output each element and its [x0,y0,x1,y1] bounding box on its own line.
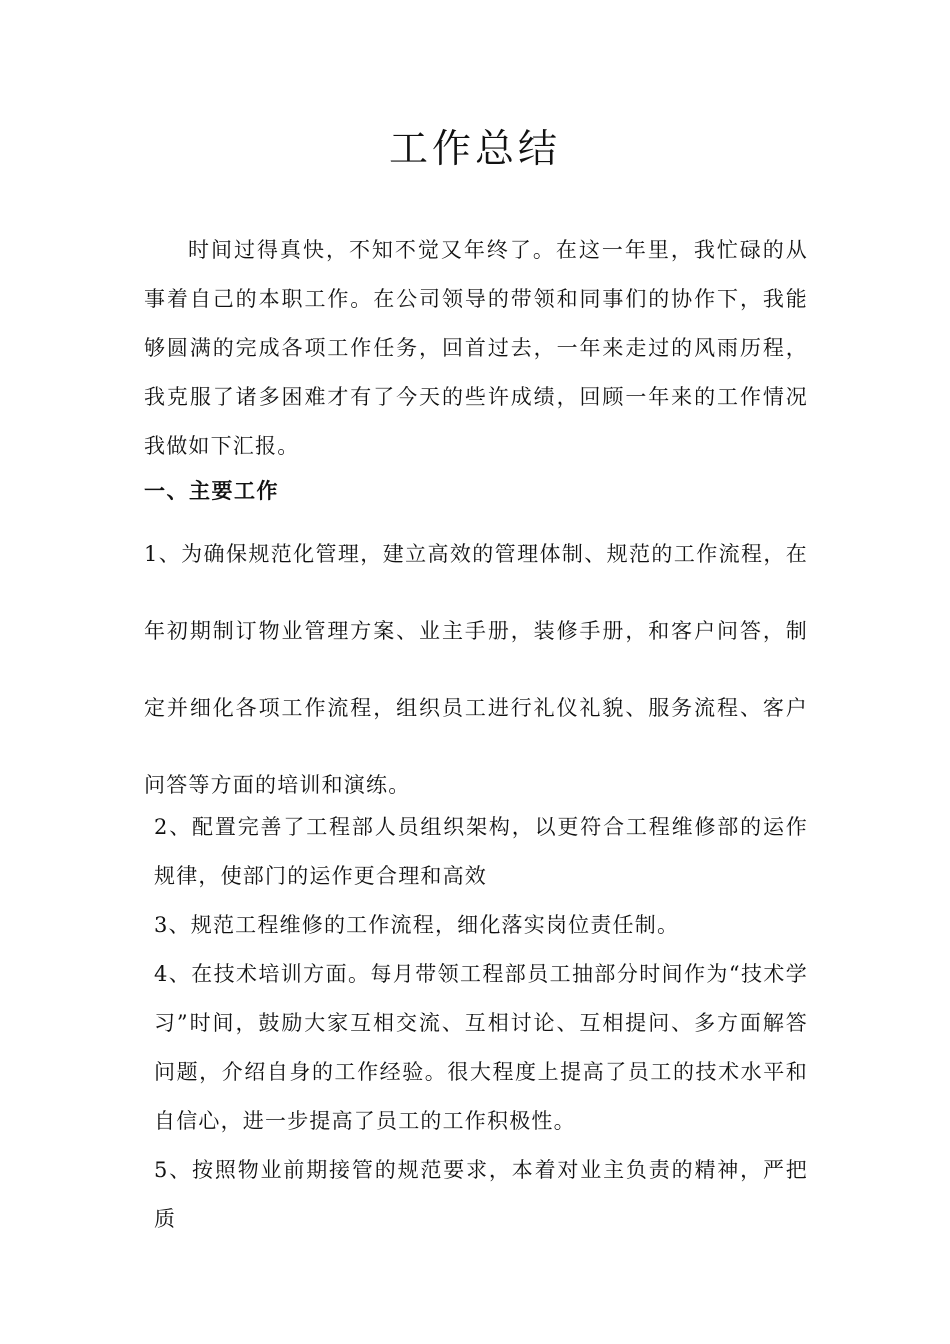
work-item-1: 1、为确保规范化管理，建立高效的管理体制、规范的工作流程，在年初期制订物业管理方案、业主手册，装修手册，和客户问答，制定并细化各项工作流程，组织员工进行礼仪礼貌、服务流程、客户问答等方面的培训和演练。 [144,542,808,797]
document-title: 工作总结 [388,127,561,172]
section-heading: 一、主要工作 [144,478,279,503]
work-item-4: 4、在技术培训方面。每月带领工程部员工抽部分时间作为“技术学习”时间，鼓励大家互相交流、互相讨论、互相提问、多方面解答问题，介绍自身的工作经验。很大程度上提高了员工的技术水平和自信心，进一步提高了员工的工作积极性。 [154,962,808,1133]
work-item-5: 5、按照物业前期接管的规范要求，本着对业主负责的精神，严把质 [154,1158,808,1231]
work-item-2: 2、配置完善了工程部人员组织架构，以更符合工程维修部的运作规律，使部门的运作更合理和高效 [154,815,808,888]
intro-paragraph: 时间过得真快，不知不觉又年终了。在这一年里，我忙碌的从事着自己的本职工作。在公司领导的带领和同事们的协作下，我能够圆满的完成各项工作任务，回首过去，一年来走过的风雨历程，我克服了诸多困难才有了今天的些许成绩，回顾一年来的工作情况我做如下汇报。 [144,238,808,458]
work-item-3: 3、规范工程维修的工作流程，细化落实岗位责任制。 [154,913,680,937]
